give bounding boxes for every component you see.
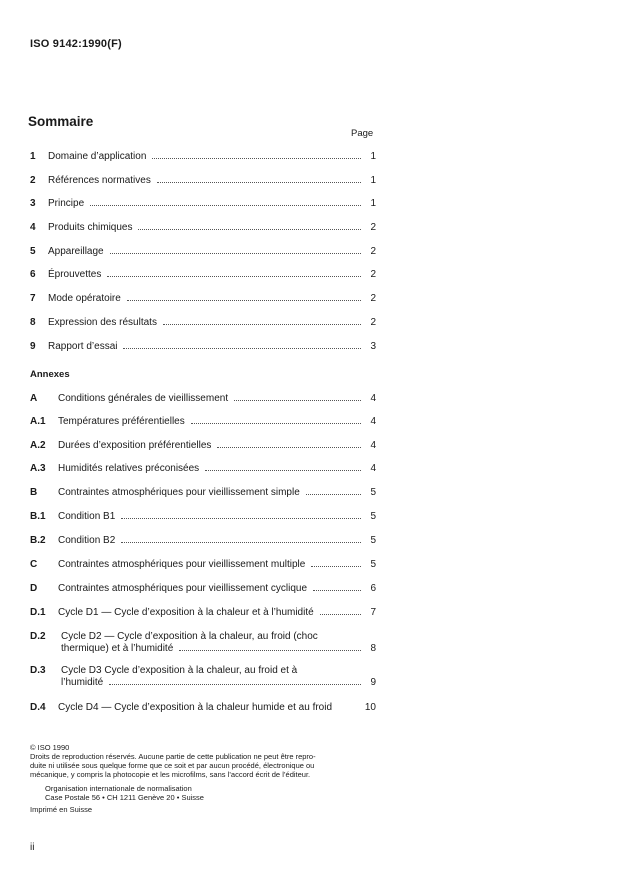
toc-entry-number: 9 [30, 341, 36, 352]
toc-entry[interactable] [30, 487, 376, 499]
dot-leader [205, 470, 361, 471]
toc-entry[interactable] [30, 440, 376, 452]
toc-entry[interactable] [30, 702, 376, 714]
copyright-line: © ISO 1990 [30, 743, 70, 752]
annexes-heading: Annexes [30, 369, 70, 380]
toc-entry-page: 1 [370, 151, 376, 162]
toc-entry-page: 5 [370, 535, 376, 546]
toc-entry-label: Condition B1 [58, 511, 116, 522]
toc-entry-page: 9 [370, 677, 376, 688]
dot-leader [217, 447, 361, 448]
toc-entry-label: Rapport d’essai [48, 341, 118, 352]
dot-leader [121, 518, 361, 519]
toc-entry-page: 7 [370, 607, 376, 618]
toc-entry[interactable] [30, 317, 376, 329]
copyright-notice [30, 743, 350, 779]
toc-entry-label: Domaine d’application [48, 151, 147, 162]
toc-entry-number: 5 [30, 246, 36, 257]
toc-entry[interactable] [30, 665, 376, 691]
toc-entry[interactable] [30, 416, 376, 428]
page-title: Sommaire [28, 114, 94, 129]
copyright-line: mécanique, y compris la photocopie et les microfilms, sans l’accord écrit de l’éditeur. [30, 770, 311, 779]
toc-entry-page: 4 [370, 393, 376, 404]
toc-entry-page: 2 [370, 269, 376, 280]
toc-entry-page: 6 [370, 583, 376, 594]
organization-address [45, 784, 204, 802]
toc-entry-number: 7 [30, 293, 36, 304]
toc-entry-label-continued: l’humidité [61, 677, 104, 688]
toc-entry-number: D.4 [30, 702, 46, 713]
toc-entry-label: Références normatives [48, 175, 151, 186]
toc-entry-label: Conditions générales de vieillissement [58, 393, 229, 404]
organization-postal: Case Postale 56 • CH 1211 Genève 20 • Suisse [45, 793, 204, 802]
dot-leader [121, 542, 361, 543]
toc-entry-number: B.2 [30, 535, 46, 546]
dot-leader [311, 566, 361, 567]
toc-entry-number: 3 [30, 198, 36, 209]
dot-leader [90, 205, 361, 206]
toc-entry-page: 3 [370, 341, 376, 352]
toc-entry-label: Cycle D1 — Cycle d’exposition à la chaleur et à l’humidité [58, 607, 314, 618]
toc-entry-number: 1 [30, 151, 36, 162]
dot-leader [320, 614, 361, 615]
toc-entry-page: 5 [370, 487, 376, 498]
toc-entry[interactable] [30, 341, 376, 353]
toc-entry[interactable] [30, 607, 376, 619]
toc-entry-page: 4 [370, 440, 376, 451]
dot-leader [127, 300, 361, 301]
toc-entry[interactable] [30, 151, 376, 163]
toc-entry[interactable] [30, 463, 376, 475]
toc-entry[interactable] [30, 222, 376, 234]
toc-entry[interactable] [30, 535, 376, 547]
toc-entry[interactable] [30, 393, 376, 405]
toc-entry-label: Cycle D2 — Cycle d’exposition à la chaleur, au froid (choc [61, 631, 318, 642]
toc-entry-page: 2 [370, 246, 376, 257]
toc-entry-label: Produits chimiques [48, 222, 133, 233]
toc-entry-number: B [30, 487, 38, 498]
toc-entry-label-continued: thermique) et à l’humidité [61, 643, 174, 654]
toc-entry[interactable] [30, 175, 376, 187]
dot-leader [152, 158, 361, 159]
toc-entry-number: 8 [30, 317, 36, 328]
toc-entry-page: 4 [370, 463, 376, 474]
toc-entry-page: 2 [370, 293, 376, 304]
toc-entry-number: A.1 [30, 416, 46, 427]
page-column-label: Page [351, 128, 374, 139]
toc-entry-number: D.2 [30, 631, 46, 642]
toc-entry-number: 4 [30, 222, 36, 233]
toc-entry-label: Mode opératoire [48, 293, 121, 304]
toc-entry-page: 1 [370, 198, 376, 209]
toc-entry-number: A.2 [30, 440, 46, 451]
dot-leader [110, 253, 361, 254]
toc-entry[interactable] [30, 511, 376, 523]
toc-entry-page: 2 [370, 317, 376, 328]
organization-name: Organisation internationale de normalisation [45, 784, 192, 793]
footer-page-number: ii [30, 842, 35, 853]
dot-leader [234, 400, 361, 401]
toc-entry[interactable] [30, 198, 376, 210]
dot-leader [138, 229, 361, 230]
toc-entry-number: A [30, 393, 38, 404]
toc-entry-page: 8 [370, 643, 376, 654]
toc-entry-number: D.1 [30, 607, 46, 618]
toc-entry-label: Contraintes atmosphériques pour vieillissement multiple [58, 559, 306, 570]
toc-entry-label: Cycle D4 — Cycle d’exposition à la chaleur humide et au froid [58, 702, 333, 713]
toc-entry-number: D [30, 583, 38, 594]
toc-entry-page: 1 [370, 175, 376, 186]
toc-entry-label: Températures préférentielles [58, 416, 185, 427]
dot-leader [123, 348, 361, 349]
copyright-line: Droits de reproduction réservés. Aucune partie de cette publication ne peut être repro- [30, 752, 316, 761]
copyright-line: duite ni utilisée sous quelque forme que ce soit et par aucun procédé, électronique ou [30, 761, 315, 770]
toc-entry-number: B.1 [30, 511, 46, 522]
toc-entry-number: 6 [30, 269, 36, 280]
toc-entry-label: Humidités relatives préconisées [58, 463, 200, 474]
toc-entry[interactable] [30, 246, 376, 258]
toc-entry-number: 2 [30, 175, 36, 186]
toc-entry-page: 4 [370, 416, 376, 427]
toc-entry[interactable] [30, 269, 376, 281]
dot-leader [179, 650, 361, 651]
printed-in: Imprimé en Suisse [30, 805, 93, 814]
toc-entry-number: C [30, 559, 38, 570]
toc-entry-page: 5 [370, 559, 376, 570]
toc-entry-page: 5 [370, 511, 376, 522]
toc-entry-label: Principe [48, 198, 85, 209]
toc-entry[interactable] [30, 631, 376, 657]
toc-entry-label: Éprouvettes [48, 269, 102, 280]
toc-entry-page: 2 [370, 222, 376, 233]
dot-leader [191, 423, 361, 424]
toc-entry-label: Appareillage [48, 246, 104, 257]
toc-entry-label: Condition B2 [58, 535, 116, 546]
dot-leader [306, 494, 361, 495]
dot-leader [163, 324, 361, 325]
toc-entry-page: 10 [364, 702, 376, 713]
toc-entry-label: Contraintes atmosphériques pour vieillissement simple [58, 487, 300, 498]
toc-entry-label: Durées d’exposition préférentielles [58, 440, 212, 451]
toc-entry[interactable] [30, 293, 376, 305]
toc-entry-label: Cycle D3 Cycle d’exposition à la chaleur, au froid et à [61, 665, 298, 676]
document-code: ISO 9142:1990(F) [30, 38, 122, 50]
toc-entry-label: Contraintes atmosphériques pour vieillissement cyclique [58, 583, 308, 594]
toc-entry-label: Expression des résultats [48, 317, 157, 328]
dot-leader [157, 182, 361, 183]
toc-entry-number: A.3 [30, 463, 46, 474]
toc-entry[interactable] [30, 559, 376, 571]
dot-leader [107, 276, 361, 277]
toc-entry-number: D.3 [30, 665, 46, 676]
toc-entry[interactable] [30, 583, 376, 595]
dot-leader [109, 684, 361, 685]
dot-leader [313, 590, 361, 591]
